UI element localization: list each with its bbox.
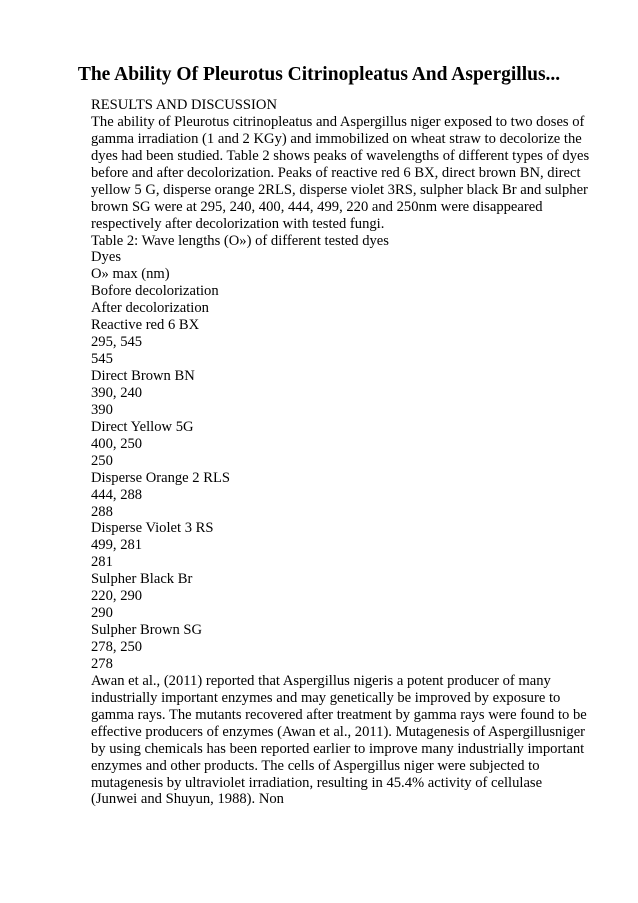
paragraph-line: Awan et al., (2011) reported that Aspergillus nigeris a potent producer of many <box>91 672 551 689</box>
table-dye-name: Direct Yellow 5G <box>91 418 194 435</box>
paragraph-line: (Junwei and Shuyun, 1988). Non <box>91 791 284 808</box>
paragraph-line: gamma rays. The mutants recovered after treatment by gamma rays were found to be <box>91 706 587 723</box>
paragraph-line: brown SG were at 295, 240, 400, 444, 499, 220 and 250nm were disappeared <box>91 198 543 215</box>
table-after-value: 545 <box>91 351 113 368</box>
paragraph-line: mutagenesis by ultraviolet irradiation, resulting in 45.4% activity of cellulase <box>91 774 543 791</box>
table-after-value: 390 <box>91 401 113 418</box>
table-dye-name: Direct Brown BN <box>91 368 195 384</box>
table-before-value: 295, 545 <box>91 334 143 351</box>
paragraph-line: effective producers of enzymes (Awan et al., 2011). Mutagenesis of Aspergillusniger <box>91 723 586 740</box>
table-before-value: 390, 240 <box>91 384 143 401</box>
table-before-value: 400, 250 <box>91 435 143 452</box>
document-title: The Ability Of Pleurotus Citrinopleatus And Aspergillus... <box>77 64 561 85</box>
document-body <box>91 97 611 808</box>
table-dye-name: Disperse Orange 2 RLS <box>91 469 231 486</box>
paragraph-line: by using chemicals has been reported earlier to improve many industrially important <box>91 740 585 757</box>
table-after-value: 290 <box>91 605 113 622</box>
table-dye-name: Sulpher Black Br <box>91 571 193 588</box>
table-after-value: 288 <box>91 503 113 520</box>
table-caption: Table 2: Wave lengths (O») of different tested dyes <box>91 232 389 249</box>
table-before-value: 220, 290 <box>91 588 143 605</box>
table-dye-name: Reactive red 6 BX <box>91 317 200 334</box>
paragraph-line: enzymes and other products. The cells of Aspergillus niger were subjected to <box>91 757 540 774</box>
table-dye-name: Sulpher Brown SG <box>91 622 203 639</box>
table-dye-name: Disperse Violet 3 RS <box>91 520 214 537</box>
paragraph-line: The ability of Pleurotus citrinopleatus and Aspergillus niger exposed to two doses of <box>91 113 585 130</box>
table-after-value: 281 <box>91 554 113 571</box>
table-before-value: 444, 288 <box>91 486 143 503</box>
table-header-cell: Dyes <box>91 249 121 266</box>
section-heading: RESULTS AND DISCUSSION <box>91 97 277 113</box>
paragraph-line: yellow 5 G, disperse orange 2RLS, disperse violet 3RS, sulpher black Br and sulpher <box>91 181 588 198</box>
paragraph-line: before and after decolorization. Peaks of reactive red 6 BX, direct brown BN, direct <box>91 164 581 181</box>
table-after-value: 250 <box>91 452 113 469</box>
paragraph-line: respectively after decolorization with tested fungi. <box>91 215 385 232</box>
table-after-value: 278 <box>91 655 113 672</box>
table-before-value: 278, 250 <box>91 639 143 655</box>
paragraph-line: gamma irradiation (1 and 2 KGy) and immobilized on wheat straw to decolorize the <box>91 130 582 147</box>
table-header-cell: O» max (nm) <box>91 266 170 283</box>
paragraph-line: dyes had been studied. Table 2 shows peaks of wavelengths of different types of dyes <box>91 147 590 164</box>
paragraph-line: industrially important enzymes and may genetically be improved by exposure to <box>91 689 561 706</box>
table-header-cell: Bofore decolorization <box>91 283 219 300</box>
table-header-cell: After decolorization <box>91 300 209 317</box>
table-before-value: 499, 281 <box>91 537 143 554</box>
